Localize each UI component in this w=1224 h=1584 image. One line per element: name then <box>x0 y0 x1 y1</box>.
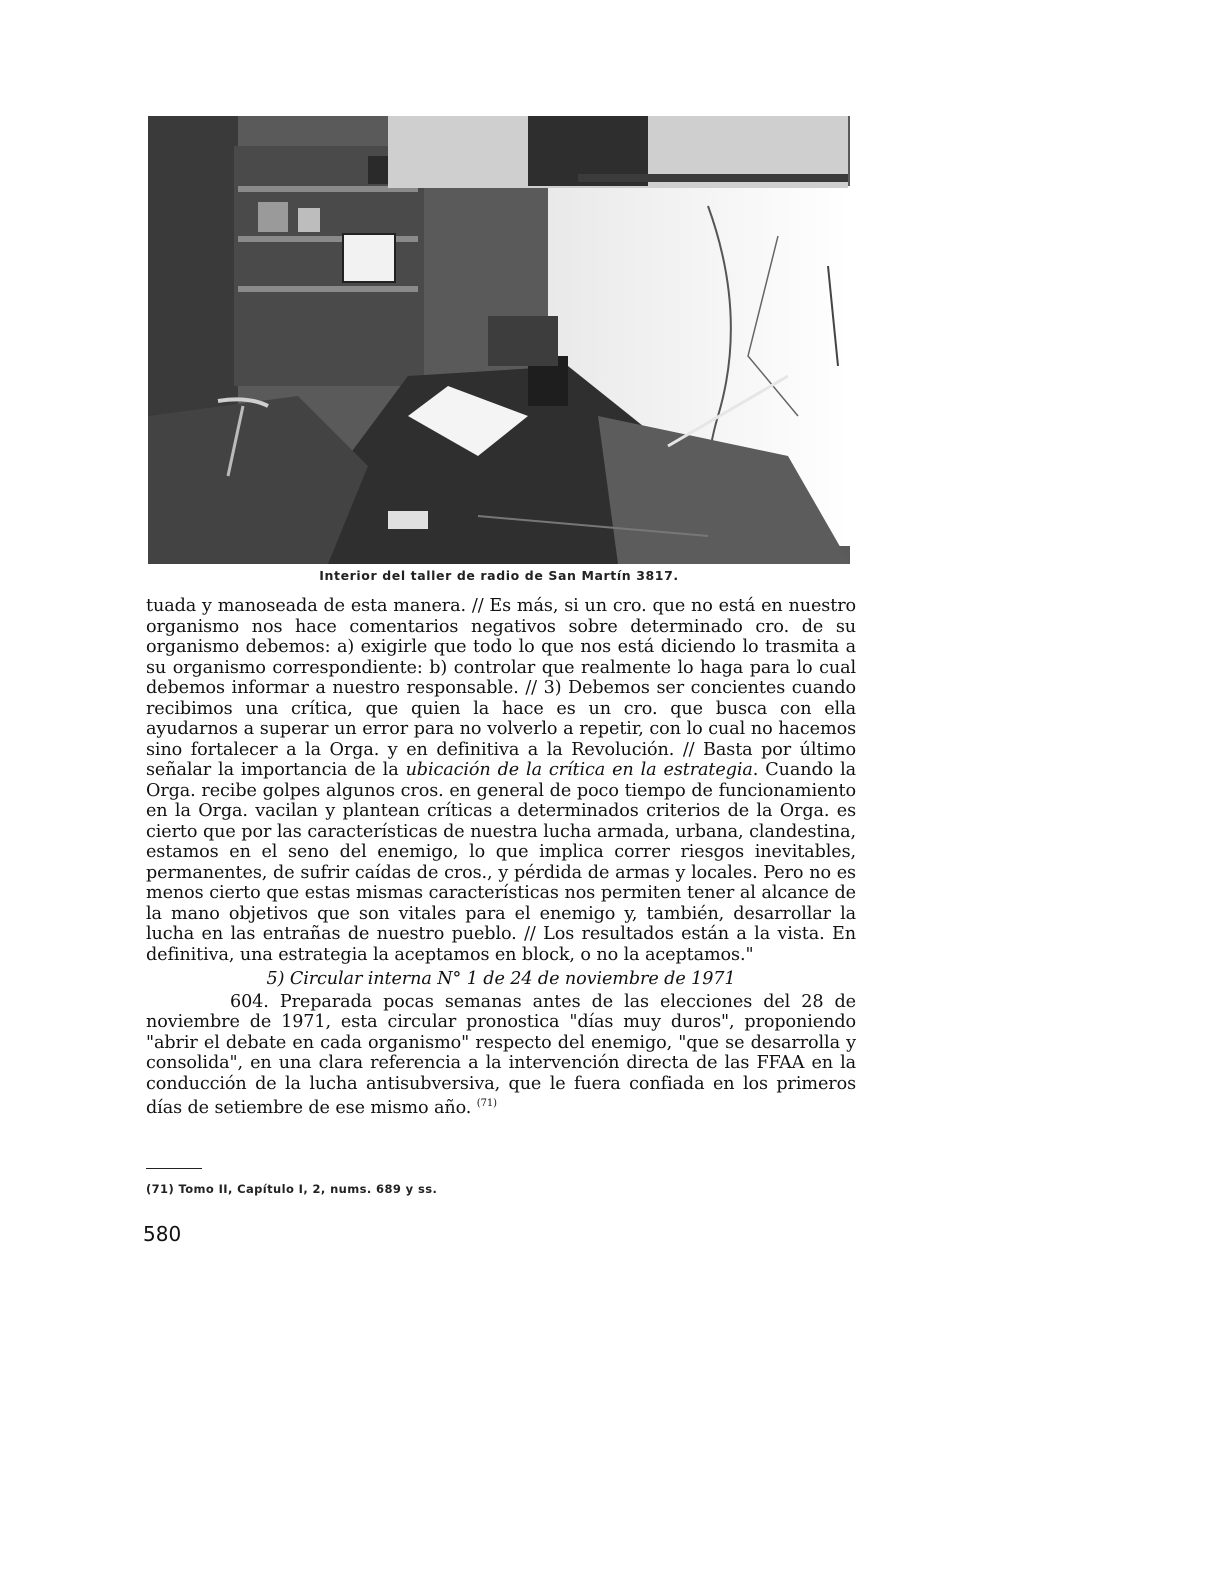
photo-caption: Interior del taller de radio de San Martín 3817. <box>319 568 679 583</box>
paragraph-number: 604. <box>230 991 269 1012</box>
paragraph-604-text: Preparada pocas semanas antes de las elecciones del 28 de noviembre de 1971, esta circular pronostica "días muy duros", proponiendo "abrir el debate en cada organismo" respecto del enemigo, "que se desarrolla y consolida", en una clara referencia a la intervención directa de las FFAA en la conducción de la lucha antisubversiva, que le fuera confiada en los primeros días de setiembre de ese mismo año. <box>146 991 856 1118</box>
page-number: 580 <box>143 1222 182 1246</box>
photo-image <box>148 116 850 564</box>
footnote-divider <box>146 1168 202 1169</box>
body-text <box>146 596 856 1118</box>
paragraph-continued <box>146 596 856 965</box>
paragraph-604 <box>146 992 856 1119</box>
paragraph-text-2: . Cuando la Orga. recibe golpes algunos cros. en general de poco tiempo de funcionamiento en la Orga. vacilan y plantean críticas a determinados criterios de la Orga. es cierto que por las características de nuestra lucha armada, urbana, clandestina, estamos en el seno del enemigo, lo que implica correr riesgos inevitables, permanentes, de sufrir caídas de cros., y pérdida de armas y locales. Pero no es menos cierto que estas mismas características nos permiten tener al alcance de la mano objetivos que son vitales para el enemigo y, también, desarrollar la lucha en las entrañas de nuestro pueblo. // Los resultados están a la vista. En definitiva, una estrategia la aceptamos en block, o no la aceptamos." <box>146 760 856 965</box>
section-heading-number: 5) <box>266 969 285 989</box>
section-heading <box>146 969 856 990</box>
workshop-photo <box>148 116 850 564</box>
emphasis-text: ubicación de la crítica en la estrategia <box>405 760 753 780</box>
paragraph-text-1: tuada y manoseada de esta manera. // Es más, si un cro. que no está en nuestro organismo nos hace comentarios negativos sobre determinado cro. de su organismo debemos: a) exigirle que todo lo que nos está diciendo lo trasmita a su organismo correspondiente: b) controlar que realmente lo haga para lo cual debemos informar a nuestro responsable. // 3) Debemos ser concientes cuando recibimos una crítica, que quien la hace es un cro. que busca con ella ayudarnos a superar un error para no volverlo a repetir, con lo cual no hacemos sino fortalecer a la Orga. y en definitiva a la Revolución. // Basta por último señalar la importancia de la <box>146 596 856 780</box>
section-heading-title: Circular interna N° 1 de 24 de noviembre de 1971 <box>289 969 736 989</box>
footnote-reference: (71) <box>476 1098 497 1109</box>
footnote-71: (71) Tomo II, Capítulo I, 2, nums. 689 y ss. <box>146 1182 438 1196</box>
